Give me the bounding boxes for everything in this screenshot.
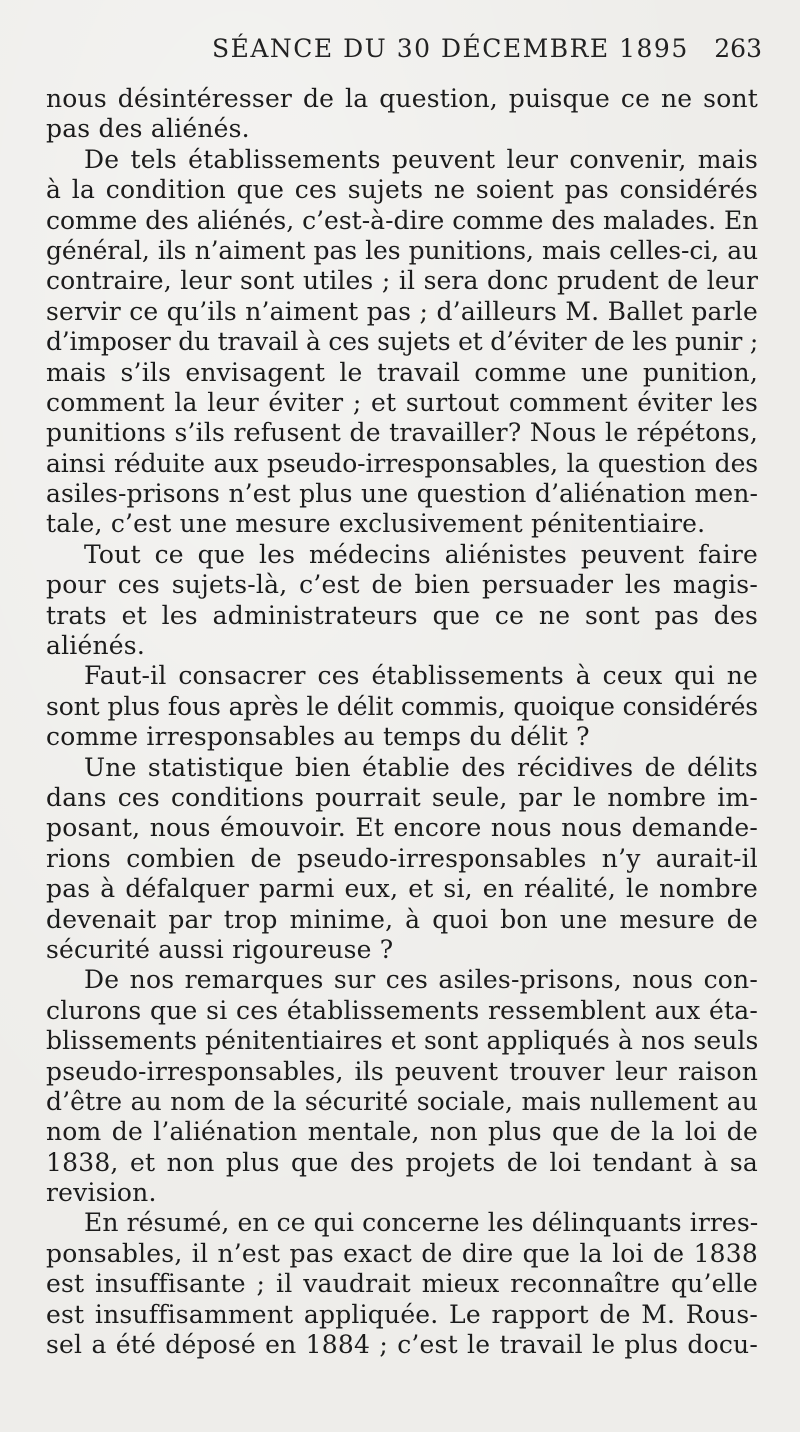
- text-line: tale, c’est une mesure exclusivement pénitentiaire.: [46, 509, 706, 539]
- text-line: général, ils n’aiment pas les punitions, mais celles-ci, au: [46, 235, 758, 265]
- text-line: De nos remarques sur ces asiles-prisons, nous con-: [84, 965, 758, 995]
- text-line: d’imposer du travail à ces sujets et d’éviter de les punir ;: [46, 327, 759, 357]
- text-line: pas des aliénés.: [46, 114, 250, 144]
- text-line: De tels établissements peuvent leur convenir, mais: [84, 144, 758, 174]
- text-line: En résumé, en ce qui concerne les délinquants irres-: [84, 1208, 759, 1238]
- text-line: posant, nous émouvoir. Et encore nous nous demande-: [46, 813, 758, 843]
- text-line: trats et les administrateurs que ce ne sont pas des: [46, 600, 758, 630]
- text-line: servir ce qu’ils n’aiment pas ; d’ailleurs M. Ballet parle: [46, 296, 758, 326]
- page-number: 263: [714, 34, 762, 63]
- text-line: revision.: [46, 1178, 157, 1208]
- text-line: comme des aliénés, c’est-à-dire comme des malades. En: [46, 205, 759, 235]
- text-line: Tout ce que les médecins aliénistes peuvent faire: [84, 539, 758, 569]
- text-line: sel a été déposé en 1884 ; c’est le travail le plus docu-: [46, 1330, 758, 1360]
- body-text: [46, 84, 758, 1360]
- text-line: comment la leur éviter ; et surtout comment éviter les: [46, 387, 758, 417]
- text-line: nous désintéresser de la question, puisque ce ne sont: [46, 84, 758, 113]
- text-line: est insuffisamment appliquée. Le rapport de M. Rous-: [46, 1299, 758, 1329]
- text-line: devenait par trop minime, à quoi bon une mesure de: [46, 904, 758, 934]
- running-header: [40, 34, 762, 70]
- text-line: nom de l’aliénation mentale, non plus que de la loi de: [46, 1117, 758, 1147]
- text-line: Une statistique bien établie des récidives de délits: [84, 752, 758, 782]
- text-line: est insuffisante ; il vaudrait mieux reconnaître qu’elle: [46, 1269, 758, 1299]
- text-line: pseudo-irresponsables, ils peuvent trouver leur raison: [46, 1056, 758, 1086]
- text-line: contraire, leur sont utiles ; il sera donc prudent de leur: [46, 266, 758, 296]
- text-line: ponsables, il n’est pas exact de dire que la loi de 1838: [46, 1238, 758, 1268]
- text-line: rions combien de pseudo-irresponsables n’y aurait-il: [46, 843, 758, 873]
- text-line: ainsi réduite aux pseudo-irresponsables, la question des: [46, 448, 758, 478]
- text-line: dans ces conditions pourrait seule, par le nombre im-: [46, 782, 758, 812]
- text-line: d’être au nom de la sécurité sociale, mais nullement au: [46, 1086, 758, 1116]
- text-line: pour ces sujets-là, c’est de bien persuader les magis-: [46, 570, 758, 600]
- text-line: asiles-prisons n’est plus une question d’aliénation men-: [46, 479, 758, 509]
- text-line: blissements pénitentiaires et sont appliqués à nos seuls: [46, 1026, 759, 1056]
- running-title: SÉANCE DU 30 DÉCEMBRE 1895: [212, 34, 689, 63]
- text-line: pas à défalquer parmi eux, et si, en réalité, le nombre: [46, 874, 758, 904]
- text-line: à la condition que ces sujets ne soient pas considérés: [46, 175, 758, 205]
- text-line: 1838, et non plus que des projets de loi tendant à sa: [46, 1147, 758, 1177]
- text-line: mais s’ils envisagent le travail comme une punition,: [46, 357, 758, 387]
- text-line: punitions s’ils refusent de travailler? Nous le répétons,: [46, 418, 758, 448]
- text-line: sécurité aussi rigoureuse ?: [46, 934, 394, 964]
- text-line: clurons que si ces établissements ressemblent aux éta-: [46, 995, 758, 1025]
- text-line: aliénés.: [46, 631, 145, 661]
- text-line: Faut-il consacrer ces établissements à ceux qui ne: [84, 661, 758, 691]
- text-line: sont plus fous après le délit commis, quoique considérés: [46, 691, 758, 721]
- text-line: comme irresponsables au temps du délit ?: [46, 722, 590, 752]
